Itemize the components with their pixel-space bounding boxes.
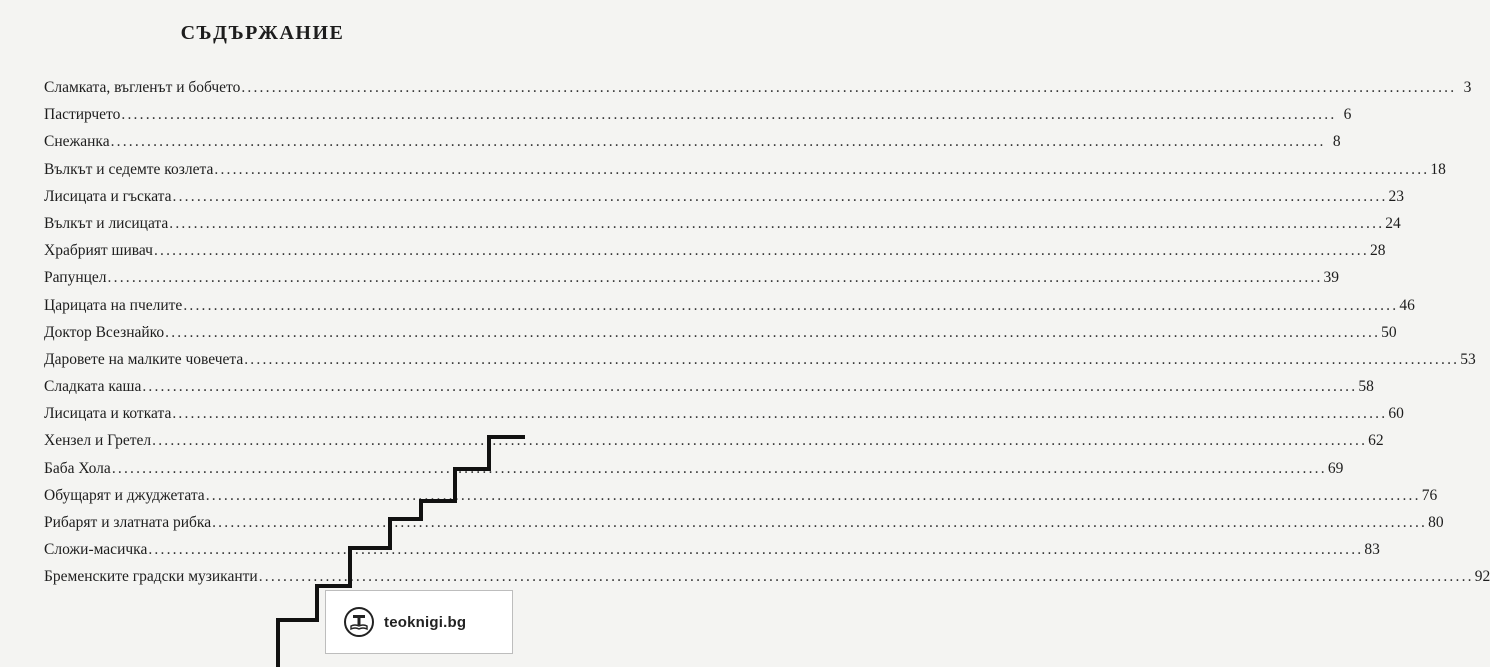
toc-entry-label: Лисицата и гъската <box>44 187 172 205</box>
toc-entry-label: Вълкът и седемте козлета <box>44 160 214 178</box>
toc-entry-page: 60 <box>1388 405 1404 423</box>
dot-leader: ........................................................................................................................................................................................................ <box>111 459 1327 477</box>
toc-entry[interactable] <box>44 101 1352 128</box>
toc-entry-page: 3 <box>1463 79 1472 96</box>
dot-leader: ........................................................................................................................................................................................................ <box>205 486 1421 504</box>
toc-entry[interactable] <box>44 156 1446 183</box>
dot-leader: ........................................................................................................................................................................................................ <box>214 160 1430 178</box>
toc-entry-label: Царицата на пчелите <box>44 296 183 314</box>
toc-entry-label: Бременските градски музиканти <box>44 568 258 586</box>
toc-entry-label: Пастирчето <box>44 106 121 124</box>
toc-entry-page: 8 <box>1332 133 1341 151</box>
toc-entry-page: 24 <box>1385 214 1401 232</box>
toc-entry-page: 62 <box>1368 432 1384 450</box>
toc-entry[interactable] <box>44 128 1341 155</box>
toc-entry-label: Хензел и Гретел <box>44 432 152 450</box>
toc-entry-label: Баба Хола <box>44 459 111 477</box>
dot-leader: ........................................................................................................................................................................................................ <box>212 514 1428 531</box>
toc-entry[interactable] <box>44 427 1384 454</box>
toc-entry-label: Даровете на малките човечета <box>44 350 244 368</box>
toc-entry-label: Рапунцел <box>44 269 107 287</box>
dot-leader: ........................................................................................................................................................................................................ <box>172 187 1388 205</box>
toc-entry-label: Рибарят и златната рибка <box>44 514 212 531</box>
toc-entry[interactable] <box>44 264 1340 291</box>
toc-entry-page: 76 <box>1421 486 1438 504</box>
toc-entry-label: Лисицата и котката <box>44 405 172 423</box>
toc-entry[interactable] <box>44 373 1374 400</box>
dot-leader: ........................................................................................................................................................................................................ <box>148 541 1364 559</box>
toc-entry-label: Храбрият шивач <box>44 242 153 260</box>
toc-entry[interactable] <box>44 319 1397 346</box>
toc-entry-page: 58 <box>1358 378 1374 396</box>
toc-entry[interactable] <box>44 536 1380 563</box>
dot-leader: ........................................................................................................................................................................................................ <box>241 79 1457 96</box>
dot-leader: ........................................................................................................................................................................................................ <box>172 405 1388 423</box>
toc-entry[interactable] <box>44 482 1438 509</box>
dot-leader: ........................................................................................................................................................................................................ <box>110 133 1326 151</box>
toc-entry-page: 50 <box>1381 323 1397 341</box>
dot-leader: ........................................................................................................................................................................................................ <box>169 214 1385 232</box>
toc-entry-page: 23 <box>1388 187 1405 205</box>
dot-leader: ........................................................................................................................................................................................................ <box>107 269 1323 287</box>
toc-entry[interactable] <box>44 509 1444 536</box>
dot-leader: ........................................................................................................................................................................................................ <box>121 106 1337 124</box>
dot-leader: ........................................................................................................................................................................................................ <box>152 432 1368 450</box>
table-of-contents <box>44 74 1490 591</box>
toc-entry-label: Сламката, въгленът и бобчето <box>44 79 241 96</box>
toc-entry[interactable] <box>44 183 1405 210</box>
toc-entry-page: 39 <box>1323 269 1340 287</box>
toc-entry[interactable] <box>44 346 1476 373</box>
dot-leader: ........................................................................................................................................................................................................ <box>142 378 1358 396</box>
toc-entry-page: 53 <box>1460 350 1476 368</box>
toc-entry-page: 46 <box>1399 296 1415 314</box>
dot-leader: ........................................................................................................................................................................................................ <box>244 350 1460 368</box>
watermark-badge[interactable] <box>325 590 513 654</box>
toc-entry-label: Доктор Всезнайко <box>44 323 165 341</box>
toc-entry-label: Сложи-масичка <box>44 541 148 559</box>
watermark-text: teoknigi.bg <box>384 613 467 631</box>
toc-entry-page: 6 <box>1343 106 1352 124</box>
toc-entry-page: 83 <box>1364 541 1380 559</box>
toc-entry[interactable] <box>44 400 1404 427</box>
toc-entry-page: 92 <box>1474 568 1490 586</box>
book-logo-icon <box>344 607 374 637</box>
toc-entry[interactable] <box>44 74 1472 101</box>
dot-leader: ........................................................................................................................................................................................................ <box>258 568 1474 586</box>
toc-entry-page: 28 <box>1369 242 1386 260</box>
toc-entry-page: 18 <box>1430 160 1446 178</box>
toc-entry-page: 69 <box>1327 459 1344 477</box>
dot-leader: ........................................................................................................................................................................................................ <box>153 242 1369 260</box>
dot-leader: ........................................................................................................................................................................................................ <box>165 323 1381 341</box>
toc-entry-label: Обущарят и джуджетата <box>44 486 205 504</box>
toc-entry[interactable] <box>44 455 1344 482</box>
toc-entry-label: Снежанка <box>44 133 110 151</box>
toc-entry[interactable] <box>44 237 1386 264</box>
toc-entry-label: Сладката каша <box>44 378 142 396</box>
toc-entry-label: Вълкът и лисицата <box>44 214 169 232</box>
toc-entry[interactable] <box>44 563 1490 590</box>
dot-leader: ........................................................................................................................................................................................................ <box>183 296 1399 314</box>
toc-entry[interactable] <box>44 210 1401 237</box>
toc-entry-page: 80 <box>1428 514 1444 531</box>
toc-entry[interactable] <box>44 292 1415 319</box>
page-title: СЪДЪРЖАНИЕ <box>180 22 345 44</box>
